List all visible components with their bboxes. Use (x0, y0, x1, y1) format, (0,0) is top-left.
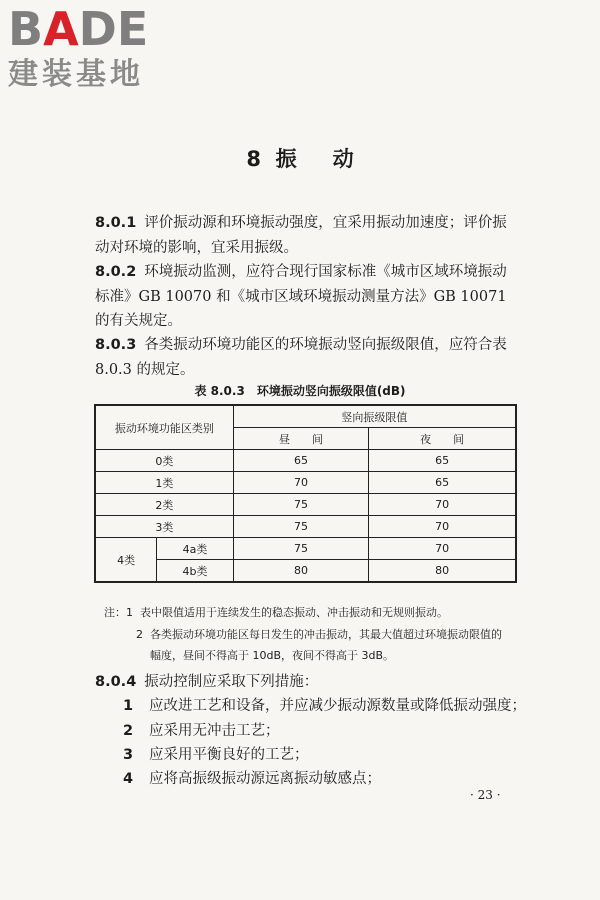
night-cell: 70 (369, 516, 516, 538)
night-cell: 65 (369, 472, 516, 494)
day-cell: 75 (233, 494, 368, 516)
table-row (95, 472, 516, 494)
night-cell: 80 (369, 560, 516, 583)
logo-subtitle: 建装基地 (8, 57, 144, 92)
zone-cell: 3类 (95, 516, 233, 538)
day-cell: 65 (233, 450, 368, 472)
header-limit: 竖向振级限值 (233, 405, 516, 428)
table-note-1: 注：1 表中限值适用于连续发生的稳态振动、冲击振动和无规则振动。 (104, 606, 448, 619)
day-cell: 70 (233, 472, 368, 494)
list-item: 1 应改进工艺和设备，并应减少振动源数量或降低振动强度； (123, 698, 526, 714)
vibration-limit-table (94, 404, 517, 583)
table-row (95, 450, 516, 472)
clause-8-0-4: 8.0.4 振动控制应采取下列措施： (95, 674, 319, 690)
zone-cell: 4a类 (157, 538, 234, 560)
header-day: 昼 间 (233, 428, 368, 450)
table-note-2: 2 各类振动环境功能区每日发生的冲击振动，其最大值超过环境振动限值的 (136, 628, 502, 641)
list-item: 3 应采用平衡良好的工艺； (123, 747, 309, 763)
group-zone-cell: 4类 (95, 538, 157, 583)
zone-cell: 2类 (95, 494, 233, 516)
list-item: 4 应将高振级振动源远离振动敏感点； (123, 771, 381, 787)
header-zone: 振动环境功能区类别 (95, 405, 233, 450)
clause-8-0-3: 8.0.3 各类振动环境功能区的环境振动竖向振级限值，应符合表 8.0.3 的规定。 (95, 337, 507, 378)
night-cell: 70 (369, 494, 516, 516)
page-number: · 23 · (470, 788, 501, 802)
clause-8-0-2: 8.0.2 环境振动监测，应符合现行国家标准《城市区域环境振动标准》GB 10070 和《城市区域环境振动测量方法》GB 10071 的有关规定。 (95, 264, 507, 329)
day-cell: 80 (233, 560, 368, 583)
table-note-2-cont: 幅度，昼间不得高于 10dB，夜间不得高于 3dB。 (150, 649, 395, 662)
day-cell: 75 (233, 538, 368, 560)
day-cell: 75 (233, 516, 368, 538)
table-caption: 表 8.0.3 环境振动竖向振级限值(dB) (194, 384, 406, 398)
list-item: 2 应采用无冲击工艺； (123, 723, 280, 739)
table-row (95, 494, 516, 516)
brand-logo (8, 2, 178, 92)
zone-cell: 4b类 (157, 560, 234, 583)
logo-wordmark: BADE (8, 2, 149, 56)
table-row (95, 538, 516, 560)
zone-cell: 0类 (95, 450, 233, 472)
night-cell: 65 (369, 450, 516, 472)
zone-cell: 1类 (95, 472, 233, 494)
header-night: 夜 间 (369, 428, 516, 450)
table-row (95, 516, 516, 538)
chapter-title: 8 振 动 (246, 147, 354, 171)
night-cell: 70 (369, 538, 516, 560)
clause-8-0-1: 8.0.1 评价振动源和环境振动强度，宜采用振动加速度；评价振动对环境的影响，宜采用振级。 (95, 215, 507, 256)
table-row (95, 560, 516, 583)
